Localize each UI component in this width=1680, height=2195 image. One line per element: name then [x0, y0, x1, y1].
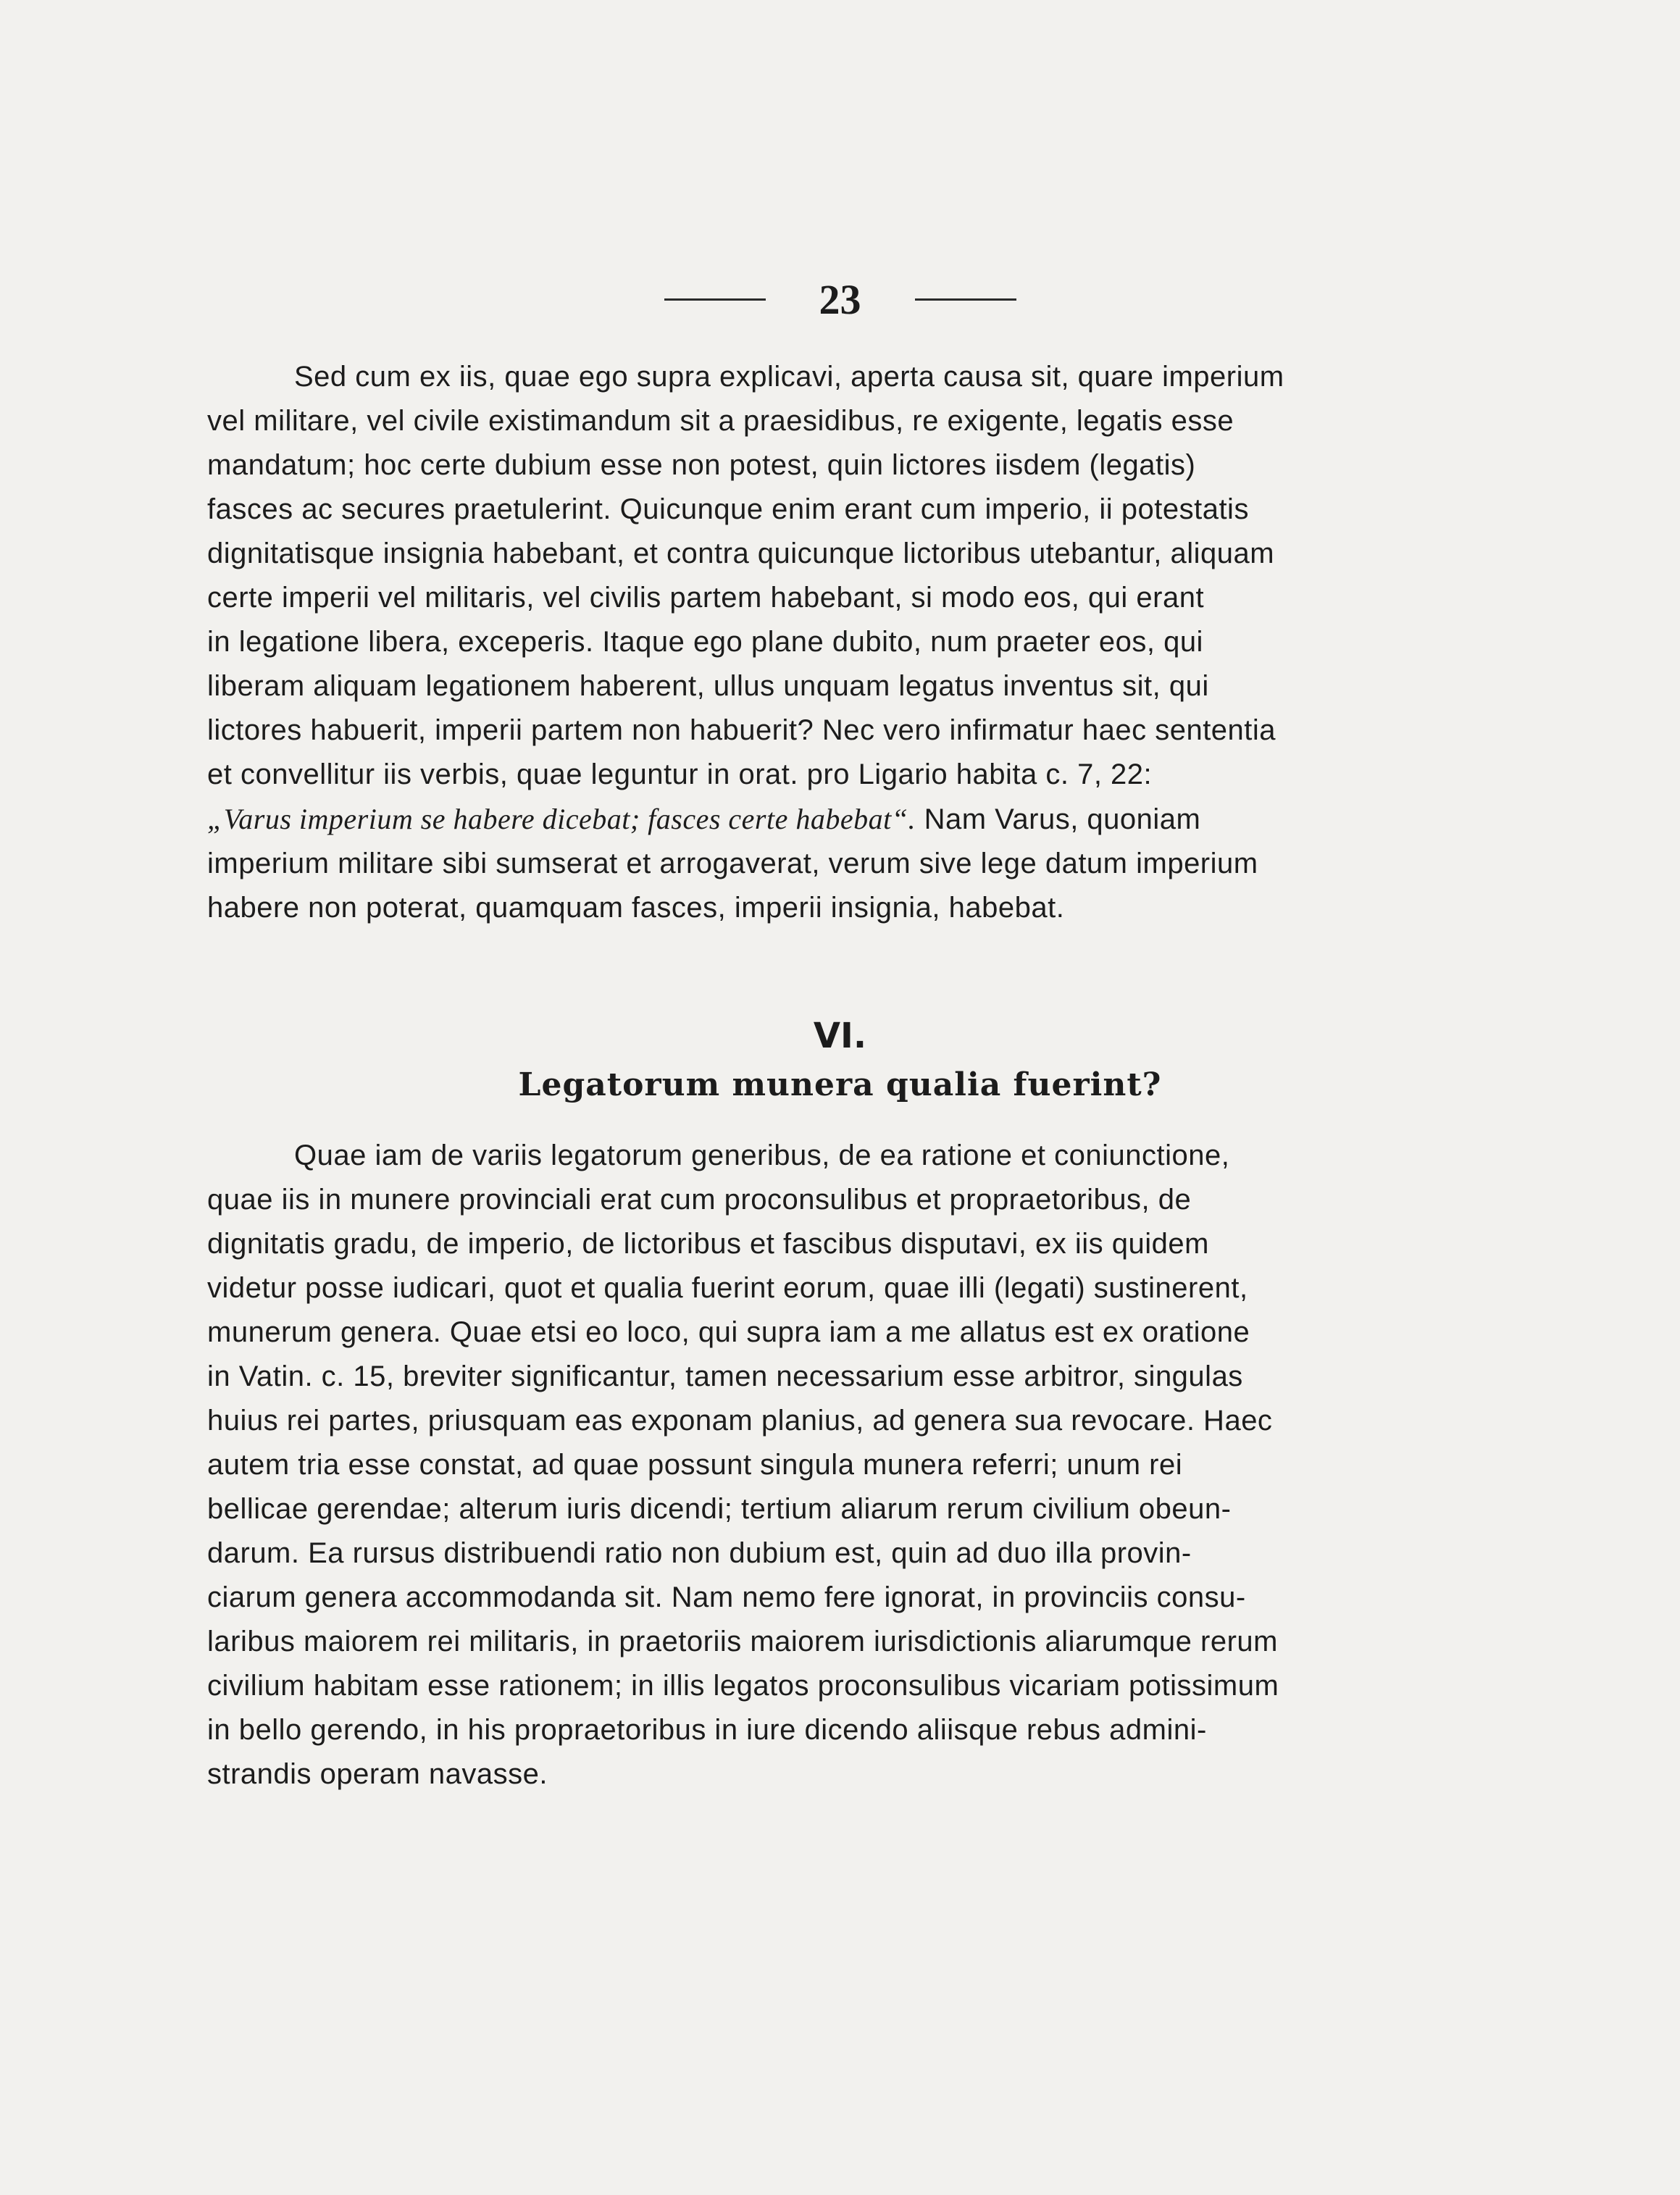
text-line: strandis operam navasse. — [207, 1758, 548, 1790]
page-header — [0, 275, 1680, 326]
text-line: liberam aliquam legationem haberent, ullus unquam legatus inventus sit, qui — [207, 670, 1209, 702]
text-line: vel militare, vel civile existimandum sit a praesidibus, re exigente, legatis esse — [207, 405, 1234, 437]
quotation: „Varus imperium se habere dicebat; fasces certe habebat“. — [207, 803, 916, 835]
text-line: in legatione libera, exceperis. Itaque ego plane dubito, num praeter eos, qui — [207, 626, 1203, 658]
text-line: munerum genera. Quae etsi eo loco, qui supra iam a me allatus est ex oratione — [207, 1316, 1250, 1348]
text-line: videtur posse iudicari, quot et qualia fuerint eorum, quae illi (legati) sustinerent, — [207, 1272, 1248, 1304]
text-line: in bello gerendo, in his propraetoribus in iure dicendo aliisque rebus admini- — [207, 1714, 1207, 1746]
text-line: bellicae gerendae; alterum iuris dicendi; tertium aliarum rerum civilium obeun- — [207, 1493, 1232, 1525]
page-number: 23 — [819, 276, 861, 323]
text-line: imperium militare sibi sumserat et arrogaverat, verum sive lege datum imperium — [207, 848, 1258, 879]
text-line: darum. Ea rursus distribuendi ratio non dubium est, quin ad duo illa provin- — [207, 1537, 1192, 1569]
section-title: Legatorum munera qualia fuerint? — [518, 1066, 1162, 1103]
text-line: Quae iam de variis legatorum generibus, de ea ratione et coniunctione, — [294, 1140, 1230, 1171]
quote-continuation: Nam Varus, quoniam — [915, 803, 1201, 835]
paragraph-1 — [207, 355, 1374, 930]
text-line: dignitatisque insignia habebant, et contra quicunque lictoribus utebantur, aliquam — [207, 538, 1275, 569]
section-number: VI. — [813, 1016, 867, 1056]
text-line: in Vatin. c. 15, breviter significantur, tamen necessarium esse arbitror, singulas — [207, 1360, 1243, 1392]
text-line: quae iis in munere provinciali erat cum proconsulibus et propraetoribus, de — [207, 1184, 1192, 1216]
text-line: laribus maiorem rei militaris, in praetoriis maiorem iurisdictionis aliarumque rerum — [207, 1626, 1278, 1657]
header-rule-right — [915, 298, 1016, 301]
text-line: habere non poterat, quamquam fasces, imperii insignia, habebat. — [207, 892, 1065, 924]
text-line: dignitatis gradu, de imperio, de lictoribus et fascibus disputavi, ex iis quidem — [207, 1228, 1209, 1260]
text-line: certe imperii vel militaris, vel civilis partem habebant, si modo eos, qui erant — [207, 582, 1205, 614]
header-rule-left — [664, 298, 766, 301]
text-line: mandatum; hoc certe dubium esse non potest, quin lictores iisdem (legatis) — [207, 449, 1196, 481]
text-line: ciarum genera accommodanda sit. Nam nemo fere ignorat, in provinciis consu- — [207, 1581, 1246, 1613]
paragraph-2 — [207, 1134, 1374, 1797]
text-line: fasces ac secures praetulerint. Quicunque enim erant cum imperio, ii potestatis — [207, 493, 1249, 525]
text-line: huius rei partes, priusquam eas exponam planius, ad genera sua revocare. Haec — [207, 1405, 1273, 1437]
text-line: et convellitur iis verbis, quae leguntur in orat. pro Ligario habita c. 7, 22: — [207, 758, 1153, 790]
quote-line — [207, 797, 1374, 842]
text-line: civilium habitam esse rationem; in illis legatos proconsulibus vicariam potissimum — [207, 1670, 1279, 1702]
text-line: Sed cum ex iis, quae ego supra explicavi, aperta causa sit, quare imperium — [294, 361, 1284, 393]
text-line: autem tria esse constat, ad quae possunt singula munera referri; unum rei — [207, 1449, 1183, 1481]
text-line: lictores habuerit, imperii partem non habuerit? Nec vero infirmatur haec sententia — [207, 714, 1276, 746]
